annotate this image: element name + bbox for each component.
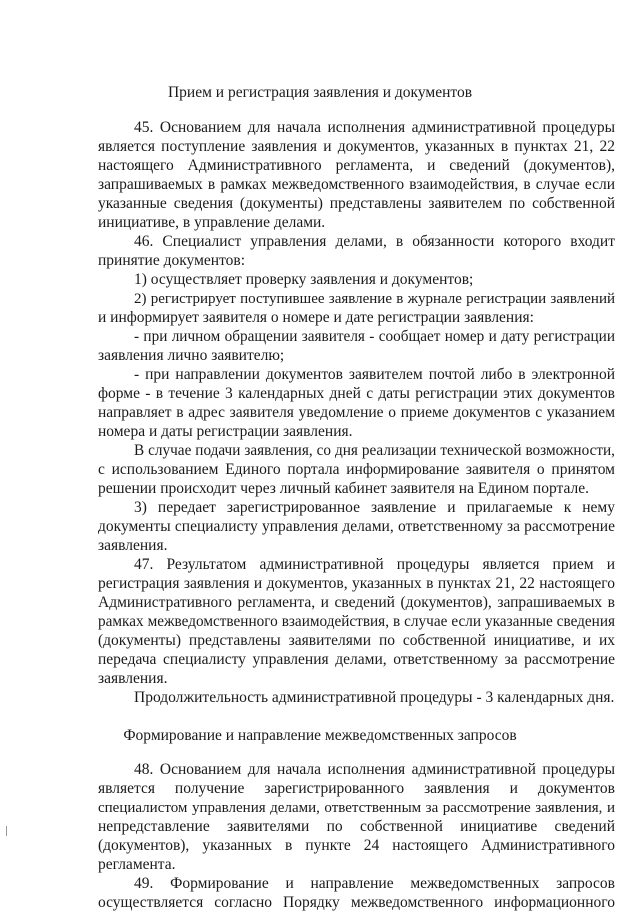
- portal-paragraph-line: решении происходит через личный кабинет заявителя на Едином портале.: [98, 480, 589, 497]
- paragraph-49-line: 49. Формирование и направление межведомственных запросов: [134, 875, 615, 892]
- paragraph-48-line: специалистом управления делами, ответственным за рассмотрение заявления, и: [98, 800, 615, 816]
- dash-item-line: - при личном обращении заявителя - сообщает номер и дату регистрации: [134, 328, 615, 345]
- list-item-3-line: заявления.: [98, 537, 168, 554]
- duration-line: Продолжительность административной процедуры - 3 календарных дня.: [134, 689, 615, 706]
- paragraph-48-line: непредставление заявителями по собственной инициативе сведений: [98, 818, 615, 835]
- section-heading-reception: Прием и регистрация заявления и документов: [167, 84, 473, 101]
- paragraph-47-line: регистрация заявления и документов, указанных в пунктах 21, 22 настоящего: [98, 575, 615, 592]
- dash-item-line: направляет в адрес заявителя уведомление о приеме документов с указанием: [98, 404, 615, 421]
- paragraph-48-line: 48. Основанием для начала исполнения административной процедуры: [134, 761, 615, 778]
- list-item-3-line: 3) передает зарегистрированное заявление и прилагаемые к нему: [134, 499, 615, 516]
- paragraph-45-line: является поступление заявления и документов, указанных в пунктах 21, 22: [98, 138, 615, 155]
- paragraph-47-line: Административного регламента, и сведений (документов), запрашиваемых в: [98, 594, 615, 611]
- paragraph-45-line: указанные сведения (документы) представлены заявителем по собственной: [98, 195, 615, 212]
- dash-item-line: номера и даты регистрации заявления.: [98, 423, 353, 440]
- section-heading-requests: Формирование и направление межведомственных запросов: [123, 727, 517, 744]
- dash-item-line: заявления лично заявителю;: [98, 347, 285, 364]
- paragraph-46-line: принятие документов:: [98, 252, 246, 269]
- scan-edge-mark: [6, 826, 7, 836]
- paragraph-47-line: (документы) представлены заявителями по собственной инициативе, и их: [98, 632, 615, 649]
- paragraph-47-line: передача специалисту управления делами, ответственному за рассмотрение: [98, 651, 615, 668]
- paragraph-45-line: 45. Основанием для начала исполнения административной процедуры: [134, 119, 615, 136]
- paragraph-47-line: рамках межведомственного взаимодействия, в случае если указанные сведения: [98, 613, 615, 630]
- paragraph-45-line: настоящего Административного регламента, и сведений (документов),: [98, 157, 615, 174]
- list-item-3-line: документы специалисту управления делами, ответственному за рассмотрение: [98, 518, 615, 535]
- paragraph-46-line: 46. Специалист управления делами, в обязанности которого входит: [134, 233, 615, 250]
- portal-paragraph-line: с использованием Единого портала информирование заявителя о принятом: [98, 461, 615, 478]
- paragraph-49-line: осуществляется согласно Порядку межведомственного информационного: [98, 894, 615, 911]
- paragraph-48-line: (документов), указанных в пункте 24 настоящего Административного: [98, 837, 615, 854]
- paragraph-45-line: запрашиваемых в рамках межведомственного взаимодействия, в случае если: [98, 176, 615, 193]
- paragraph-47-line: заявления.: [98, 670, 168, 687]
- paragraph-48-line: является получение зарегистрированного заявления и документов: [98, 780, 615, 797]
- dash-item-line: форме - в течение 3 календарных дней с даты регистрации этих документов: [98, 385, 615, 402]
- paragraph-45-line: инициативе, в управление делами.: [98, 214, 326, 231]
- portal-paragraph-line: В случае подачи заявления, со дня реализации технической возможности,: [134, 442, 615, 459]
- list-item-1-line: 1) осуществляет проверку заявления и документов;: [134, 271, 474, 288]
- paragraph-47-line: 47. Результатом административной процедуры является прием и: [134, 556, 615, 573]
- dash-item-line: - при направлении документов заявителем почтой либо в электронной: [134, 366, 615, 383]
- list-item-2-line: и информирует заявителя о номере и дате регистрации заявления:: [98, 309, 534, 326]
- paragraph-48-line: регламента.: [98, 856, 176, 873]
- list-item-2-line: 2) регистрирует поступившее заявление в журнале регистрации заявлений: [134, 291, 615, 307]
